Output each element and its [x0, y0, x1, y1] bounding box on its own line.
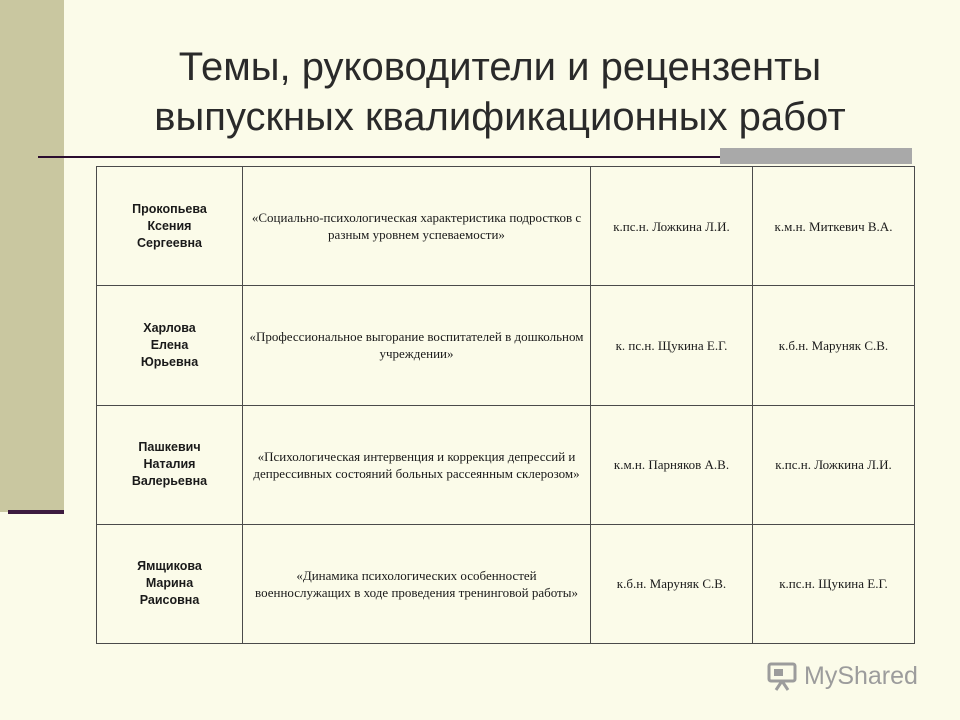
table-row [97, 167, 915, 286]
reviewer-cell: к.пс.н. Щукина Е.Г. [753, 524, 915, 643]
reviewer-cell: к.б.н. Маруняк С.В. [753, 286, 915, 405]
student-name: Наталия [143, 457, 196, 472]
student-cell [97, 524, 243, 643]
topic-cell: «Психологическая интервенция и коррекция депрессий и депрессивных состояний больных рассеянным склерозом» [243, 405, 591, 524]
student-cell [97, 286, 243, 405]
topic-cell: «Динамика психологических особенностей военнослужащих в ходе проведения тренинговой работы» [243, 524, 591, 643]
student-patronymic: Валерьевна [131, 474, 208, 489]
student-patronymic: Раисовна [139, 593, 200, 608]
title-line-1: Темы, руководители и рецензенты [178, 45, 822, 89]
student-surname: Пашкевич [138, 440, 201, 455]
title-line-2: выпускных квалификационных работ [154, 95, 846, 139]
supervisor-cell: к.м.н. Парняков А.В. [591, 405, 753, 524]
student-name: Марина [145, 576, 194, 591]
title-accent-block [720, 148, 912, 164]
title-underline [38, 156, 724, 158]
student-surname: Прокопьева [132, 201, 207, 216]
supervisor-cell: к.пс.н. Ложкина Л.И. [591, 167, 753, 286]
supervisor-cell: к.б.н. Маруняк С.В. [591, 524, 753, 643]
side-decoration-bar [0, 0, 64, 512]
side-decoration-line [8, 510, 64, 514]
student-surname: Харлова [143, 320, 196, 335]
reviewer-cell: к.пс.н. Ложкина Л.И. [753, 405, 915, 524]
student-surname: Ямщикова [137, 559, 202, 574]
table-row [97, 405, 915, 524]
student-patronymic: Сергеевна [137, 235, 202, 250]
student-patronymic: Юрьевна [140, 354, 199, 369]
student-name: Ксения [147, 218, 192, 233]
watermark [766, 656, 918, 696]
supervisor-cell: к. пс.н. Щукина Е.Г. [591, 286, 753, 405]
student-cell [97, 405, 243, 524]
slide-title [100, 42, 900, 142]
watermark-text: MyShared [804, 661, 918, 690]
presentation-icon [766, 659, 800, 693]
student-name: Елена [150, 337, 189, 352]
topic-cell: «Социально-психологическая характеристика подростков с разным уровнем успеваемости» [243, 167, 591, 286]
theses-table [96, 166, 915, 644]
reviewer-cell: к.м.н. Миткевич В.А. [753, 167, 915, 286]
topic-cell: «Профессиональное выгорание воспитателей в дошкольном учреждении» [243, 286, 591, 405]
table-row [97, 286, 915, 405]
table-row [97, 524, 915, 643]
student-cell [97, 167, 243, 286]
